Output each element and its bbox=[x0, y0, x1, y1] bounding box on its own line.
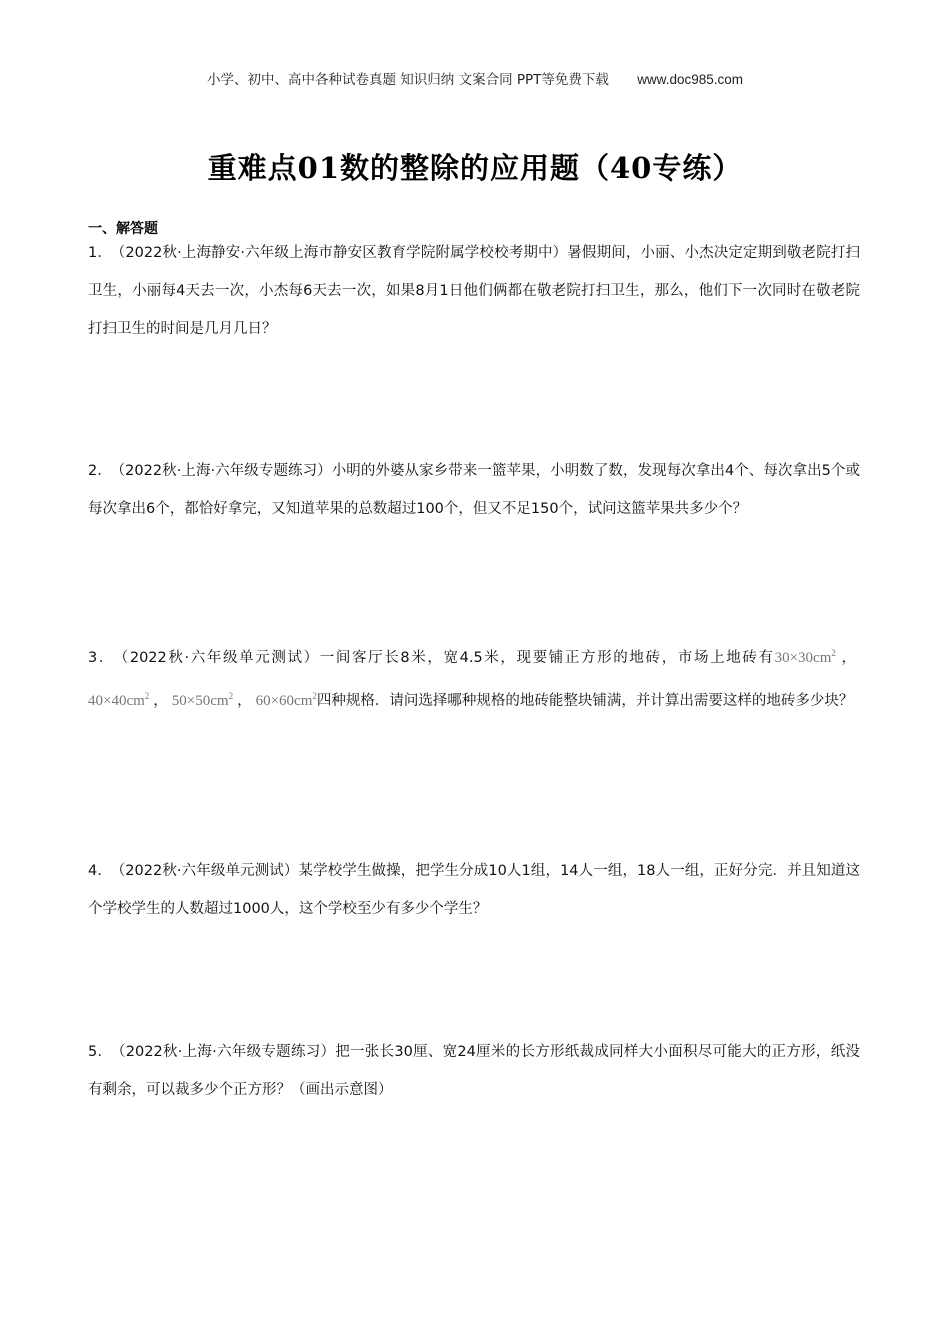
question-text: （2022秋·六年级单元测试）一间客厅长8米，宽4.5米，现要铺正方形的地砖，市场上地砖有 bbox=[120, 650, 775, 666]
question-2 bbox=[88, 452, 860, 528]
question-4 bbox=[88, 852, 860, 928]
question-number: 4． bbox=[88, 863, 112, 879]
question-number: 1． bbox=[88, 245, 113, 261]
header-site-link[interactable]: www.doc985.com bbox=[637, 72, 743, 87]
page-header bbox=[0, 68, 950, 88]
question-text: （2022秋·上海·六年级专题练习）把一张长30厘、宽24厘米的长方形纸裁成同样大小面积尽可能大的正方形，纸没有剩余，可以裁多少个正方形？（画出示意图） bbox=[88, 1044, 860, 1098]
tile-size-formula: $40\times 40cm^2$ bbox=[88, 691, 150, 709]
page-title: 重难点01数的整除的应用题（40专练） bbox=[207, 151, 743, 185]
section-heading: 一、解答题 bbox=[88, 221, 158, 237]
question-number: 5． bbox=[88, 1044, 113, 1060]
question-number: 2． bbox=[88, 463, 112, 479]
tile-size-formula: $60\times 60cm^2$ bbox=[255, 691, 317, 709]
question-5 bbox=[88, 1033, 860, 1109]
question-number: 3． bbox=[88, 650, 115, 666]
question-text: （2022秋·上海·六年级专题练习）小明的外婆从家乡带来一篮苹果，小明数了数，发现每次拿出4个、每次拿出5个或每次拿出6个，都恰好拿完，又知道苹果的总数超过100个，但又不足150个，试问这篮苹果共多少个？ bbox=[88, 463, 860, 517]
question-text: （2022秋·六年级单元测试）某学校学生做操，把学生分成10人1组，14人一组，18人一组，正好分完．并且知道这个学校学生的人数超过1000人，这个学校至少有多少个学生？ bbox=[88, 863, 860, 917]
tile-size-formula: $30\times 30cm^2$ bbox=[774, 648, 836, 666]
question-1 bbox=[88, 234, 860, 348]
tile-size-formula: $50\times 50cm^2$ bbox=[171, 691, 234, 709]
header-tagline: 小学、初中、高中各种试卷真题 知识归纳 文案合同 PPT等免费下载 bbox=[206, 72, 609, 88]
question-text-continued: 四种规格．请问选择哪种规格的地砖能整块铺满，并计算出需要这样的地砖多少块？ bbox=[316, 693, 854, 709]
question-text: （2022秋·上海静安·六年级上海市静安区教育学院附属学校校考期中）暑假期间，小丽、小杰决定定期到敬老院打扫卫生，小丽每4天去一次，小杰每6天去一次，如果8月1日他们俩都在敬老院打扫卫生，那么，他们下一次同时在敬老院打扫卫生的时间是几月几日？ bbox=[88, 245, 860, 337]
question-3: 3． （2022秋·六年级单元测试）一间客厅长8米，宽4.5米，现要铺正方形的地砖，市场上地砖有$30\times 30cm^2$ ，$40\times 40cm^2$ ， $50\times 50cm^2$ ， $60\times 60cm^2$四种规格．请问选择哪种规格的地砖能整块铺满，并计算出需要这样的地砖多少块？ bbox=[88, 648, 857, 709]
